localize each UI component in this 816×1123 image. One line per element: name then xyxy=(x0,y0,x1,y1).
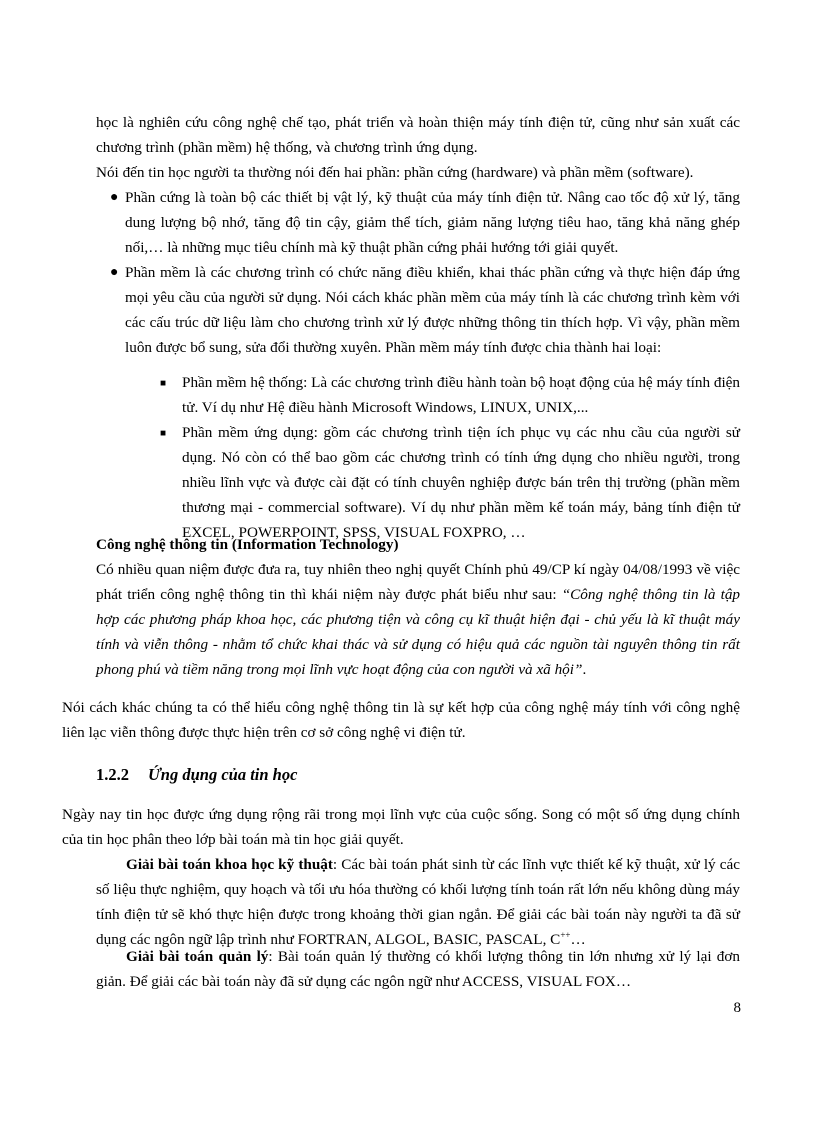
section-number: 1.2.2 xyxy=(96,765,129,784)
hardware-software-paragraph: Nói đến tin học người ta thường nói đến hai phần: phần cứng (hardware) và phần mềm (software). xyxy=(96,164,694,181)
it-definition-quote: “Công nghệ thông tin là tập hợp các phương pháp khoa học, các phương tiện và công cụ kĩ thuật hiện đại - chủ yếu là kĩ thuật máy tính và viễn thông - nhằm tổ chức khai thác và sử dụng có hiệu quả các nguồn tài nguyên thông tin rất phong phú và tiềm năng trong mọi lĩnh vực hoạt động của con người và xã hội” xyxy=(96,586,741,678)
square-bullet-icon: ■ xyxy=(160,428,167,439)
square-bullet-icon: ■ xyxy=(160,378,167,389)
bullet-dot-icon: ● xyxy=(110,265,119,280)
hardware-bullet-text: Phần cứng là toàn bộ các thiết bị vật lý, kỹ thuật của máy tính điện tử. Nâng cao tốc độ xử lý, tăng dung lượng bộ nhớ, tăng độ tin cậy, giảm thể tích, giảm năng lượng tiêu hao, tăng khả năng ghép nối,… là những mục tiêu chính mà kỹ thuật phần cứng phải hướng tới giải quyết. xyxy=(125,189,740,256)
software-bullet-text: Phần mềm là các chương trình có chức năng điều khiển, khai thác phần cứng và thực hiện đáp ứng mọi yêu cầu của người sử dụng. Nói cách khác phần mềm của máy tính là các chương trình kèm với các cấu trúc dữ liệu làm cho chương trình xử lý được những thông tin thích hợp. Vì vậy, phần mềm luôn được bổ sung, sửa đổi thường xuyên. Phần mềm máy tính được chia thành hai loại: xyxy=(125,264,740,356)
management-paragraph: Giải bài toán quản lý: Bài toán quản lý thường có khối lượng thông tin lớn nhưng xử lý lại đơn giản. Để giải các bài toán này đã sử dụng các ngôn ngữ như ACCESS, VISUAL FOX… xyxy=(96,948,740,990)
page-number: 8 xyxy=(733,1000,741,1016)
applications-intro-paragraph: Ngày nay tin học được ứng dụng rộng rãi trong mọi lĩnh vực của cuộc sống. Song có một số ứng dụng chính của tin học phân theo lớp bài toán mà tin học giải quyết. xyxy=(62,806,740,848)
bullet-dot-icon: ● xyxy=(110,190,119,205)
science-paragraph: Giải bài toán khoa học kỹ thuật: Các bài toán phát sinh từ các lĩnh vực thiết kế kỹ thuật, xử lý các số liệu thực nghiệm, quy hoạch và tối ưu hóa thường có khối lượng tính toán rất lớn nếu không dùng máy tính điện tử sẽ khó thực hiện được trong khoảng thời gian ngắn. Để giải các bài toán này người ta đã sử dụng các ngôn ngữ lập trình như FORTRAN, ALGOL, BASIC, PASCAL, C++… xyxy=(96,856,740,948)
it-definition-paragraph: Có nhiều quan niệm được đưa ra, tuy nhiên theo nghị quyết Chính phủ 49/CP kí ngày 04/08/1993 về việc phát triển công nghệ thông tin thì khái niệm này được phát biểu như sau: “Công nghệ thông tin là tập hợp các phương pháp khoa học, các phương tiện và công cụ kĩ thuật hiện đại - chủ yếu là kĩ thuật máy tính và viễn thông - nhằm tổ chức khai thác và sử dụng có hiệu quả các nguồn tài nguyên thông tin rất phong phú và tiềm năng trong mọi lĩnh vực hoạt động của con người và xã hội”. xyxy=(96,561,741,678)
application-software-text: Phần mềm ứng dụng: gồm các chương trình tiện ích phục vụ các nhu cầu của người sử dụng. Nó còn có thể bao gồm các chương trình có tính ứng dụng cho nhiều người, trong nhiều lĩnh vực và được cài đặt có tính chuyên nghiệp được bán trên thị trường (phần mềm thương mại - commercial software). Ví dụ như phần mềm kế toán máy, bảng tính điện tử EXCEL, POWERPOINT, SPSS, VISUAL FOXPRO, … xyxy=(182,424,740,541)
science-label: Giải bài toán khoa học kỹ thuật xyxy=(126,856,333,873)
it-section-title: Công nghệ thông tin (Information Technology) xyxy=(96,536,399,553)
section-heading xyxy=(96,762,297,787)
it-summary-paragraph: Nói cách khác chúng ta có thể hiểu công nghệ thông tin là sự kết hợp của công nghệ máy tính với công nghệ liên lạc viễn thông được thực hiện trên cơ sở công nghệ vi điện tử. xyxy=(62,699,740,741)
intro-paragraph: học là nghiên cứu công nghệ chế tạo, phát triển và hoàn thiện máy tính điện tử, cũng như sản xuất các chương trình (phần mềm) hệ thống, và chương trình ứng dụng. xyxy=(96,114,740,156)
system-software-text: Phần mềm hệ thống: Là các chương trình điều hành toàn bộ hoạt động của hệ máy tính điện tử. Ví dụ như Hệ điều hành Microsoft Windows, LINUX, UNIX,... xyxy=(182,374,740,416)
section-title: Ứng dụng của tin học xyxy=(148,765,298,784)
management-label: Giải bài toán quản lý xyxy=(126,948,269,965)
